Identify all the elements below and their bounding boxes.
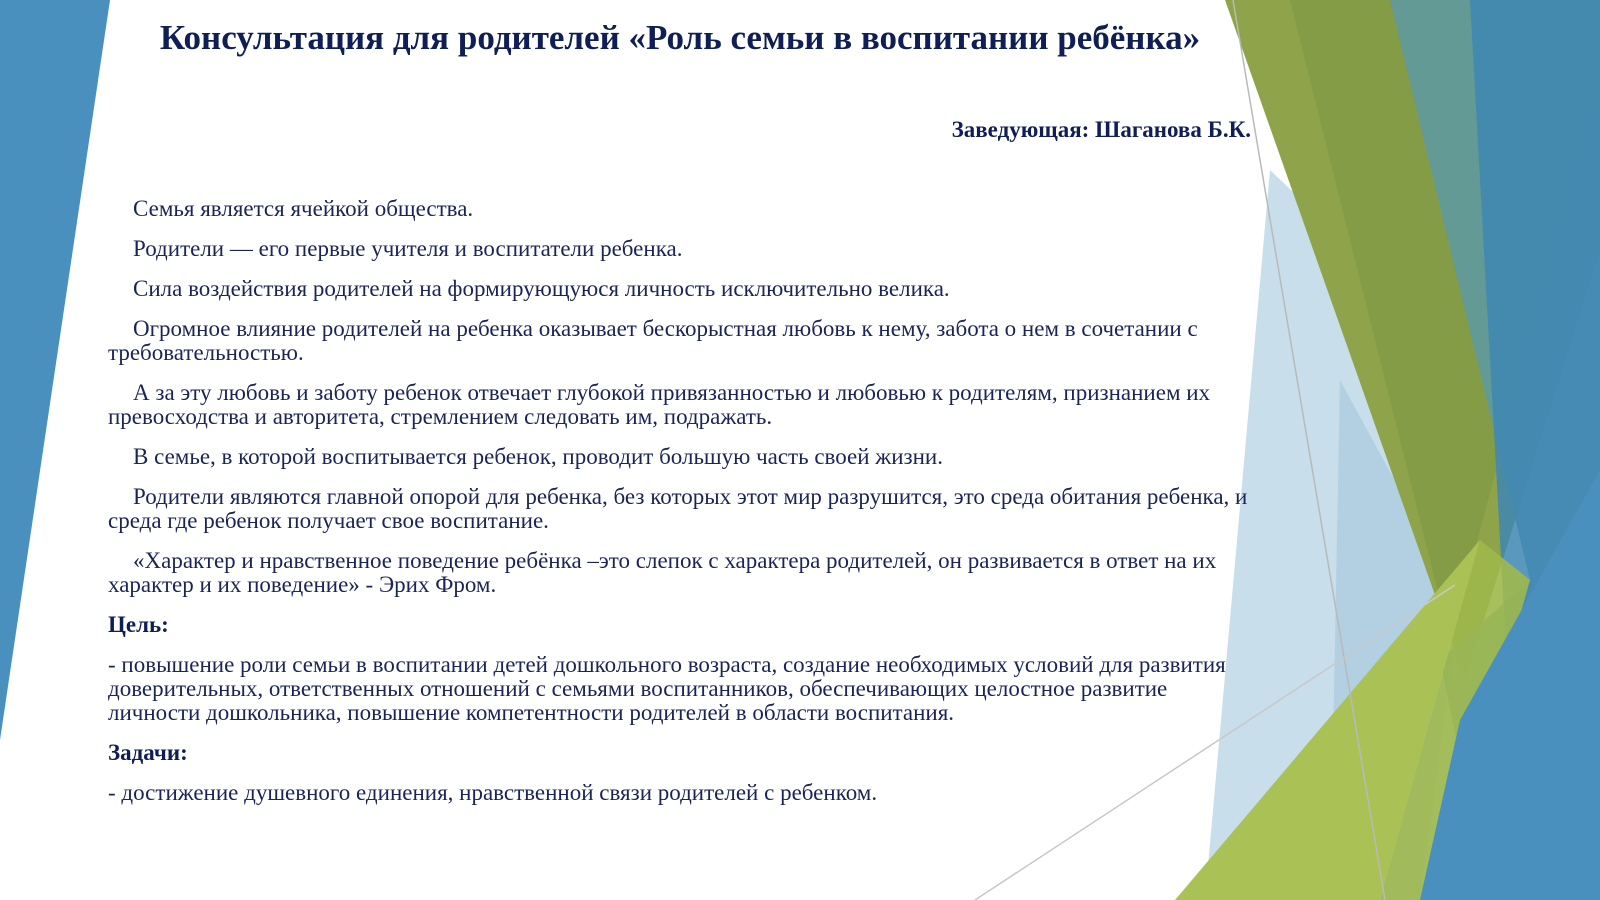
- tasks-text: - достижение душевного единения, нравственной связи родителей с ребенком.: [108, 780, 878, 805]
- goal-heading: Цель:: [108, 612, 169, 637]
- author-line: Заведующая: Шаганова Б.К.: [951, 117, 1251, 142]
- paragraph: Огромное влияние родителей на ребенка оказывает бескорыстная любовь к нему, забота о нем в сочетании с требовательностью.: [108, 316, 1198, 365]
- paragraph: В семье, в которой воспитывается ребенок, проводит большую часть своей жизни.: [133, 444, 943, 469]
- paragraph: Родители — его первые учителя и воспитатели ребенка.: [133, 236, 683, 261]
- quote-paragraph: «Характер и нравственное поведение ребёнка –это слепок с характера родителей, он развивается в ответ на их характер и их поведение» - Эрих Фром.: [108, 548, 1217, 597]
- left-blue-wedge: [0, 0, 110, 740]
- page-title: Консультация для родителей «Роль семьи в воспитании ребёнка»: [159, 18, 1201, 57]
- paragraph: Родители являются главной опорой для ребенка, без которых этот мир разрушится, это среда обитания ребенка, и среда где ребенок получает свое воспитание.: [108, 484, 1248, 533]
- paragraph: А за эту любовь и заботу ребенок отвечает глубокой привязанностью и любовью к родителям, признанием их превосходства и авторитета, стремлением следовать им, подражать.: [108, 380, 1211, 429]
- tasks-heading: Задачи:: [108, 740, 188, 765]
- paragraph: Семья является ячейкой общества.: [133, 196, 474, 221]
- slide-body: [108, 197, 1258, 821]
- goal-text: - повышение роли семьи в воспитании детей дошкольного возраста, создание необходимых условий для развития доверительных, ответственных отношений с семьями воспитанников, обеспечивающих целостное развитие личности дошкольника, повышение компетентности родителей в области воспитания.: [108, 652, 1226, 725]
- paragraph: Сила воздействия родителей на формирующуюся личность исключительно велика.: [133, 276, 950, 301]
